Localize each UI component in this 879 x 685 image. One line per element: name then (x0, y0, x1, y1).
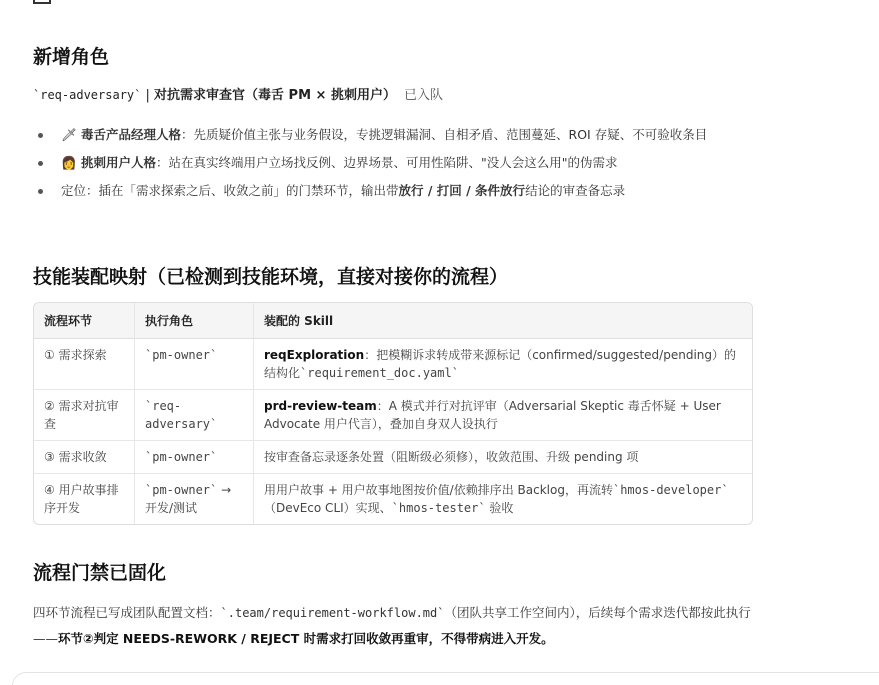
bullet-strong: 放行 / 打回 / 条件放行 (398, 183, 526, 198)
cell-stage: ④ 用户故事排序开发 (44, 483, 119, 515)
cell-role (135, 474, 254, 525)
chat-input-box[interactable] (12, 672, 879, 685)
skill-name: prd-review-team (264, 399, 377, 413)
section-title-gate: 流程门禁已固化 (33, 562, 167, 584)
table-header-row (34, 303, 752, 339)
bullet-text: ：先质疑价值主张与业务假设，专挑逻辑漏洞、自相矛盾、范围蔓延、ROI 存疑、不可验收条目 (181, 127, 708, 142)
role-code: `req-adversary` (33, 88, 142, 102)
skill-mapping-table (33, 302, 753, 525)
cell-role: `pm-owner` (135, 339, 254, 390)
gate-paragraph (33, 600, 753, 651)
gate-text: 四环节流程已写成团队配置文档： (33, 605, 221, 620)
skill-code: `requirement_doc.yaml` (300, 366, 459, 380)
list-item (33, 152, 753, 174)
role-title: 对抗需求审查官（毒舌 PM × 挑刺用户） (154, 88, 396, 103)
list-item (33, 180, 753, 202)
table-header-role: 执行角色 (135, 303, 254, 339)
gate-rule: 环节②判定 NEEDS-REWORK / REJECT 时需求打回收敛再重审，不得带病进入开发。 (58, 631, 554, 646)
cell-skill (254, 474, 753, 525)
list-item (33, 124, 753, 146)
gate-text: （团队共享工作空间内），后续每个需求迭代都按此执行—— (33, 605, 751, 646)
skill-text: 验收 (485, 501, 514, 515)
table-row (34, 474, 752, 525)
skill-text: 用用户故事 + 用户故事地图按价值/依赖排序出 Backlog，再流转 (264, 483, 613, 497)
cell-skill (254, 339, 753, 390)
dagger-icon: 🗡 (61, 127, 77, 142)
table-header-stage: 流程环节 (34, 303, 135, 339)
cell-role: `pm-owner` (135, 441, 254, 474)
cell-stage: ② 需求对抗审查 (34, 390, 135, 441)
section-title-skills: 技能装配映射（已检测到技能环境，直接对接你的流程） (33, 266, 509, 288)
person-icon: 👩 (61, 155, 77, 170)
role-text: → 开发/测试 (145, 483, 232, 515)
skill-text: ：把模糊诉求转成带来源标记（confirmed/suggested/pending）的结构化 (264, 348, 737, 380)
bullet-text: 结论的审查备忘录 (525, 183, 626, 198)
bullet-text: ：站在真实终端用户立场找反例、边界场景、可用性陷阱、"没人会这么用"的伪需求 (156, 155, 618, 170)
skill-text: ：A 模式并行对抗评审（Adversarial Skeptic 毒舌怀疑 + User Advocate 用户代言），叠加自身双人设执行 (264, 399, 721, 431)
cell-stage: ① 需求探索 (34, 339, 135, 390)
cell-role: `req-adversary` (135, 390, 254, 441)
role-code: `pm-owner` (145, 483, 218, 497)
skill-code: `hmos-developer` (612, 483, 729, 497)
skill-text: （DevEco CLI）实现、 (264, 501, 392, 515)
cell-skill: 按审查备忘录逐条处置（阻断级必须修），收敛范围、升级 pending 项 (254, 441, 753, 474)
cell-stage: ③ 需求收敛 (34, 441, 135, 474)
table-row (34, 339, 752, 390)
bullet-label: 毒舌产品经理人格 (81, 127, 182, 142)
role-status: 已入队 (403, 88, 443, 103)
skill-code: `hmos-tester` (391, 501, 486, 515)
bullet-label: 挑刺用户人格 (81, 155, 157, 170)
table-header-skill: 装配的 Skill (254, 303, 753, 339)
skill-name: reqExploration (264, 348, 365, 362)
role-separator: | (141, 88, 155, 103)
table-row (34, 441, 752, 474)
cell-skill (254, 390, 753, 441)
bullet-text: 定位：插在「需求探索之后、收敛之前」的门禁环节，输出带 (61, 183, 399, 198)
table-row (34, 390, 752, 441)
role-summary-line (33, 84, 443, 103)
role-bullet-list (33, 124, 753, 208)
truncated-heading-fragment (33, 0, 51, 4)
section-title-new-role: 新增角色 (33, 46, 110, 68)
workflow-file-code: `.team/requirement-workflow.md` (220, 606, 445, 620)
